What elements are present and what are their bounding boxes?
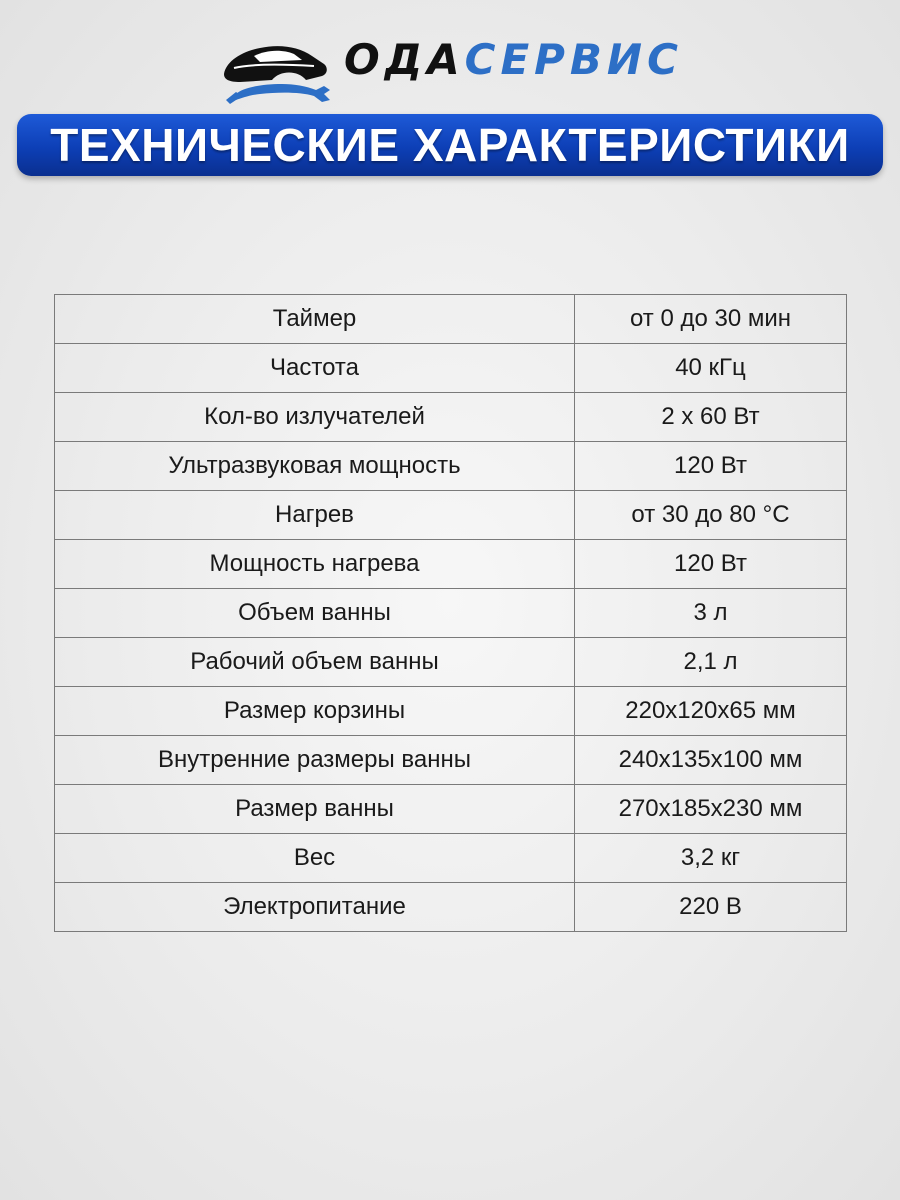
spec-value: 40 кГц	[575, 344, 847, 393]
brand-logo	[220, 34, 690, 106]
spec-value: 3,2 кг	[575, 834, 847, 883]
spec-value: 120 Вт	[575, 540, 847, 589]
spec-name: Внутренние размеры ванны	[55, 736, 575, 785]
table-row	[55, 491, 847, 540]
page-title: ТЕХНИЧЕСКИЕ ХАРАКТЕРИСТИКИ	[50, 119, 850, 171]
section-banner	[17, 114, 883, 176]
spec-value: 2 x 60 Вт	[575, 393, 847, 442]
table-row	[55, 589, 847, 638]
spec-value: 3 л	[575, 589, 847, 638]
spec-name: Нагрев	[55, 491, 575, 540]
spec-name: Вес	[55, 834, 575, 883]
spec-value: 240x135x100 мм	[575, 736, 847, 785]
specs-table	[54, 294, 847, 932]
table-row	[55, 785, 847, 834]
spec-name: Размер корзины	[55, 687, 575, 736]
spec-name: Электропитание	[55, 883, 575, 932]
table-row	[55, 638, 847, 687]
table-row	[55, 344, 847, 393]
spec-name: Мощность нагрева	[55, 540, 575, 589]
spec-value: от 0 до 30 мин	[575, 295, 847, 344]
brand-name: ОДАСЕРВИС	[344, 35, 683, 84]
spec-value: 220 В	[575, 883, 847, 932]
spec-name: Объем ванны	[55, 589, 575, 638]
car-wrench-icon	[220, 34, 332, 106]
table-row	[55, 393, 847, 442]
spec-name: Таймер	[55, 295, 575, 344]
spec-value: от 30 до 80 °С	[575, 491, 847, 540]
spec-name: Рабочий объем ванны	[55, 638, 575, 687]
table-row	[55, 295, 847, 344]
spec-name: Частота	[55, 344, 575, 393]
spec-value: 270x185x230 мм	[575, 785, 847, 834]
table-row	[55, 442, 847, 491]
spec-value: 2,1 л	[575, 638, 847, 687]
table-row	[55, 540, 847, 589]
table-row	[55, 736, 847, 785]
spec-name: Размер ванны	[55, 785, 575, 834]
spec-name: Ультразвуковая мощность	[55, 442, 575, 491]
spec-value: 120 Вт	[575, 442, 847, 491]
table-row	[55, 834, 847, 883]
table-row	[55, 883, 847, 932]
table-row	[55, 687, 847, 736]
spec-name: Кол-во излучателей	[55, 393, 575, 442]
spec-value: 220x120x65 мм	[575, 687, 847, 736]
